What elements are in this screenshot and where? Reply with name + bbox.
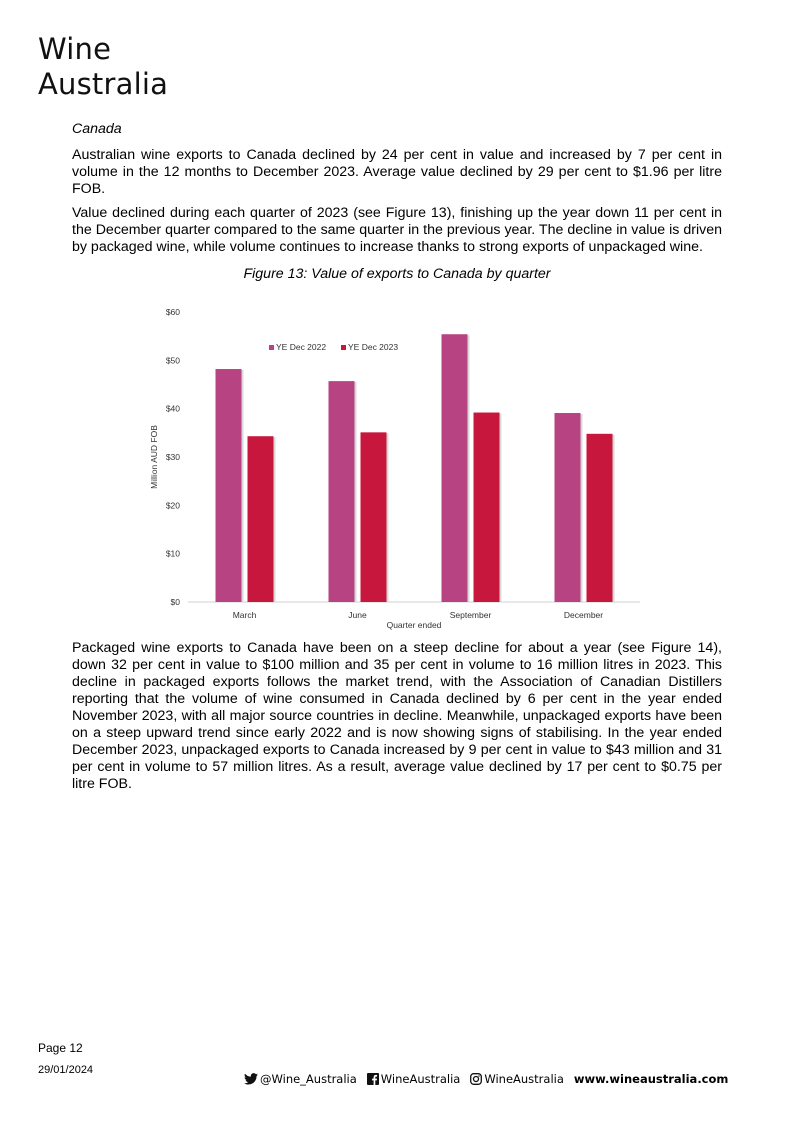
facebook-icon — [367, 1073, 379, 1085]
twitter-handle: @Wine_Australia — [260, 1072, 357, 1086]
bar-ye-dec-2022-june — [329, 381, 355, 602]
legend-swatch — [269, 345, 274, 350]
y-tick-label: $0 — [170, 597, 180, 607]
y-axis-label: Million AUD FOB — [149, 425, 159, 489]
website-link[interactable]: www.wineaustralia.com — [573, 1072, 729, 1086]
bar-chart — [145, 300, 645, 630]
main-content — [72, 121, 722, 283]
page-number: Page 12 — [38, 1041, 83, 1055]
logo-line-2: Australia — [38, 67, 169, 101]
facebook-link[interactable] — [367, 1072, 461, 1086]
bar-ye-dec-2022-september — [442, 334, 468, 602]
x-tick-label: September — [449, 610, 492, 620]
x-axis-label: Quarter ended — [386, 620, 442, 630]
instagram-icon — [470, 1073, 482, 1085]
y-tick-label: $60 — [165, 307, 180, 317]
y-tick-label: $30 — [165, 452, 180, 462]
y-tick-label: $50 — [165, 355, 180, 366]
logo-line-1: Wine — [38, 32, 112, 66]
document-date: 29/01/2024 — [38, 1064, 94, 1076]
y-tick-label: $20 — [165, 500, 180, 511]
legend-swatch — [341, 345, 346, 350]
bar-ye-dec-2022-march — [216, 369, 242, 602]
bar-ye-dec-2023-june — [361, 432, 387, 602]
paragraph-3: Packaged wine exports to Canada have been on a steep decline for about a year (see Figure 14), down 32 per cent in value to $100 million and 35 per cent in volume to 16 million litres in 2023. This decline in packaged exports follows the market trend, with the Association of Canadian Distillers reporting that the volume of wine consumed in Canada declined by 6 per cent in the year ended November 2023, with all major source countries in decline. Meanwhile, unpackaged exports have been on a steep upward trend since early 2022 and is now showing signs of stabilising. In the year ended December 2023, unpackaged exports to Canada increased by 9 per cent in value to $43 million and 31 per cent in volume to 57 million litres. As a result, average value declined by 17 per cent to $0.75 per litre FOB. — [72, 640, 722, 792]
figure-13-chart — [145, 300, 645, 630]
bar-ye-dec-2023-september — [474, 413, 500, 602]
x-tick-label: March — [232, 610, 257, 620]
figure-caption: Figure 13: Value of exports to Canada by quarter — [243, 266, 551, 282]
instagram-link[interactable] — [470, 1072, 564, 1086]
y-tick-label: $40 — [165, 403, 180, 414]
x-tick-label: December — [563, 610, 604, 620]
x-tick-label: June — [348, 610, 367, 620]
wine-australia-logo — [38, 32, 168, 102]
footer-social-links — [244, 1072, 728, 1086]
legend-label: YE Dec 2023 — [348, 342, 399, 352]
paragraph-1: Australian wine exports to Canada declined by 24 per cent in value and increased by 7 per cent in volume in the 12 months to December 2023. Average value declined by 29 per cent to $1.96 per litre FOB. — [72, 147, 722, 197]
bar-ye-dec-2022-december — [555, 413, 581, 602]
section-title: Canada — [72, 121, 122, 137]
instagram-handle: WineAustralia — [484, 1072, 564, 1086]
bar-ye-dec-2023-december — [587, 434, 613, 602]
bar-ye-dec-2023-march — [248, 436, 274, 602]
twitter-icon — [244, 1073, 258, 1085]
y-tick-label: $10 — [165, 548, 180, 559]
paragraph-2: Value declined during each quarter of 2023 (see Figure 13), finishing up the year down 11 per cent in the December quarter compared to the same quarter in the previous year. The decline in value is driven by packaged wine, while volume continues to increase thanks to strong exports of unpackaged wine. — [72, 205, 722, 255]
twitter-link[interactable] — [244, 1072, 357, 1086]
legend-label: YE Dec 2022 — [276, 342, 327, 352]
facebook-handle: WineAustralia — [380, 1072, 461, 1086]
